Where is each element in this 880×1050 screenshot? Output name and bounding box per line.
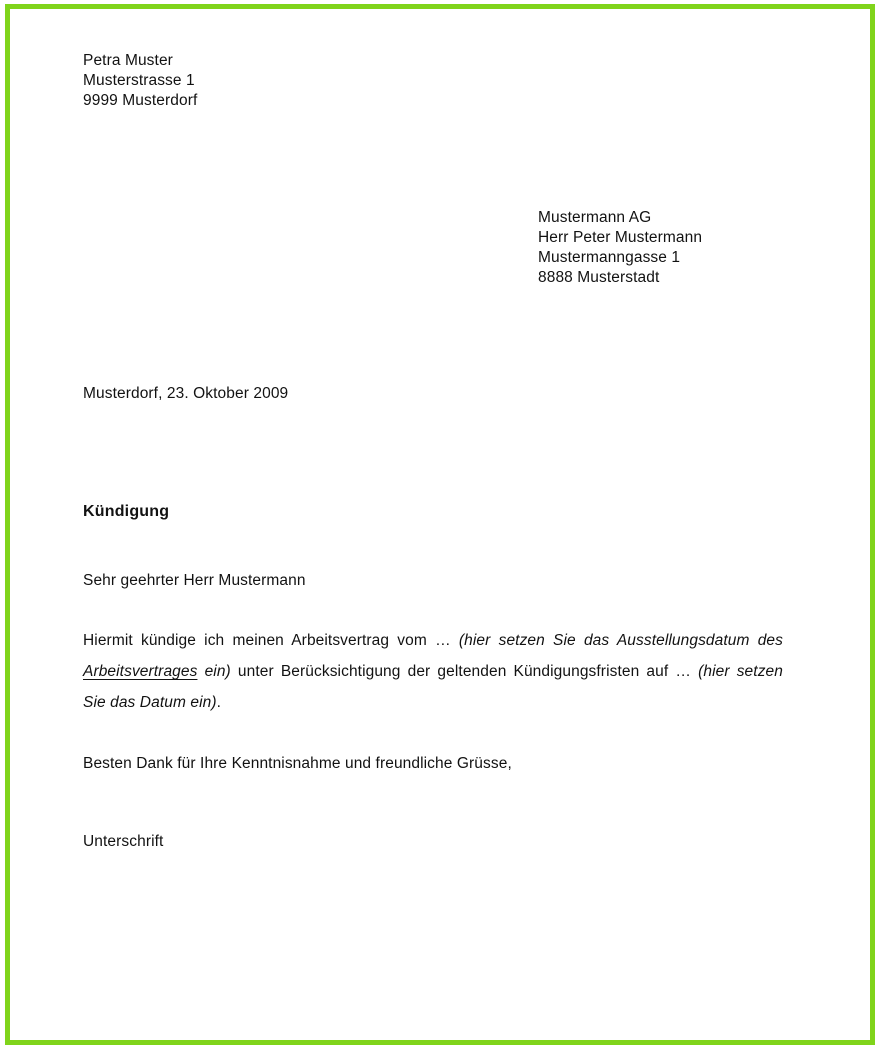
recipient-person: Herr Peter Mustermann: [538, 229, 703, 246]
recipient-company: Mustermann AG: [538, 209, 652, 226]
sender-name: Petra Muster: [83, 52, 173, 69]
place-and-date: Musterdorf, 23. Oktober 2009: [83, 385, 289, 402]
salutation: Sehr geehrter Herr Mustermann: [83, 572, 306, 589]
closing-line: Besten Dank für Ihre Kenntnisnahme und freundliche Grüsse,: [83, 755, 512, 772]
body-segment-italic-1: (hier setzen Sie das Ausstellungsdatum des: [458, 632, 783, 649]
recipient-address-block: [538, 208, 702, 288]
subject-heading: Kündigung: [83, 503, 170, 520]
sender-street: Musterstrasse 1: [83, 72, 195, 89]
sender-city: 9999 Musterdorf: [83, 92, 198, 109]
sender-address-block: [83, 51, 197, 111]
body-segment-italic-2: ein): [197, 663, 231, 680]
recipient-city: 8888 Musterstadt: [538, 269, 660, 286]
signature-label: Unterschrift: [83, 833, 164, 850]
body-paragraph: [83, 625, 783, 718]
body-segment-plain-2: unter Berücksichtigung der geltenden Kündigungsfristen auf …: [230, 663, 699, 680]
recipient-street: Mustermanngasse 1: [538, 249, 681, 266]
body-segment-italic-3: (hier setzen Sie das Datum ein): [83, 663, 783, 711]
body-segment-plain-3: .: [216, 694, 222, 711]
body-placeholder-arbeitsvertrages: Arbeitsvertrages: [83, 663, 198, 680]
body-segment-plain-1: Hiermit kündige ich meinen Arbeitsvertrag vom …: [83, 632, 459, 649]
